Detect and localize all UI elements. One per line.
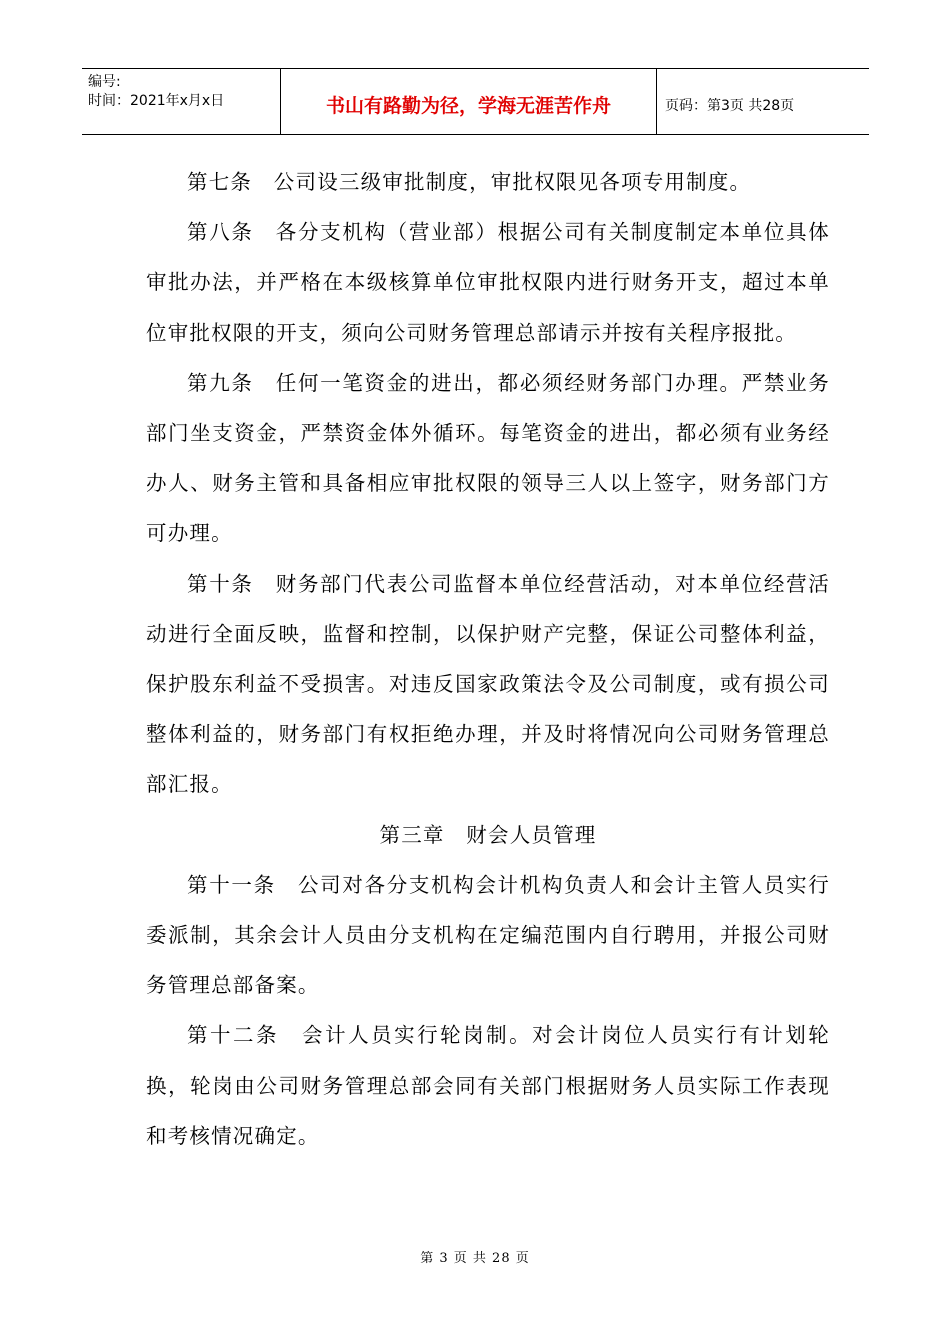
article-11: 第十一条 公司对各分支机构会计机构负责人和会计主管人员实行委派制，其余会计人员由分支机构在定编范围内自行聘用，并报公司财务管理总部备案。 [146,872,830,998]
header-motto: 书山有路勤为径，学海无涯苦作舟 [281,69,657,134]
header-page-info: 页码：第3页 共28页 [665,97,795,114]
article-12: 第十二条 会计人员实行轮岗制。对会计岗位人员实行有计划轮换，轮岗由公司财务管理总部会同有关部门根据财务人员实际工作表现和考核情况确定。 [146,1023,830,1148]
page-footer: 第 3 页 共 28 页 [420,1251,530,1266]
time-label: 时间：2021年x月x日 [88,93,225,109]
article-9: 第九条 任何一笔资金的进出，都必须经财务部门办理。严禁业务部门坐支资金，严禁资金体外循环。每笔资金的进出，都必须有业务经办人、财务主管和具备相应审批权限的领导三人以上签字，财务部门方可办理。 [146,370,830,546]
document-body [146,157,830,1161]
page-header [82,68,869,135]
article-7: 第七条 公司设三级审批制度，审批权限见各项专用制度。 [187,170,752,194]
number-label: 编号: [88,74,121,90]
chapter-title: 第三章 财会人员管理 [379,822,597,847]
article-10: 第十条 财务部门代表公司监督本单位经营活动，对本单位经营活动进行全面反映，监督和控制，以保护财产完整，保证公司整体利益，保护股东利益不受损害。对违反国家政策法令及公司制度，或有损公司整体利益的，财务部门有权拒绝办理，并及时将情况向公司财务管理总部汇报。 [146,571,830,797]
header-meta [82,69,281,134]
article-8: 第八条 各分支机构（营业部）根据公司有关制度制定本单位具体审批办法，并严格在本级核算单位审批权限内进行财务开支，超过本单位审批权限的开支，须向公司财务管理总部请示并按有关程序报批。 [146,220,830,345]
